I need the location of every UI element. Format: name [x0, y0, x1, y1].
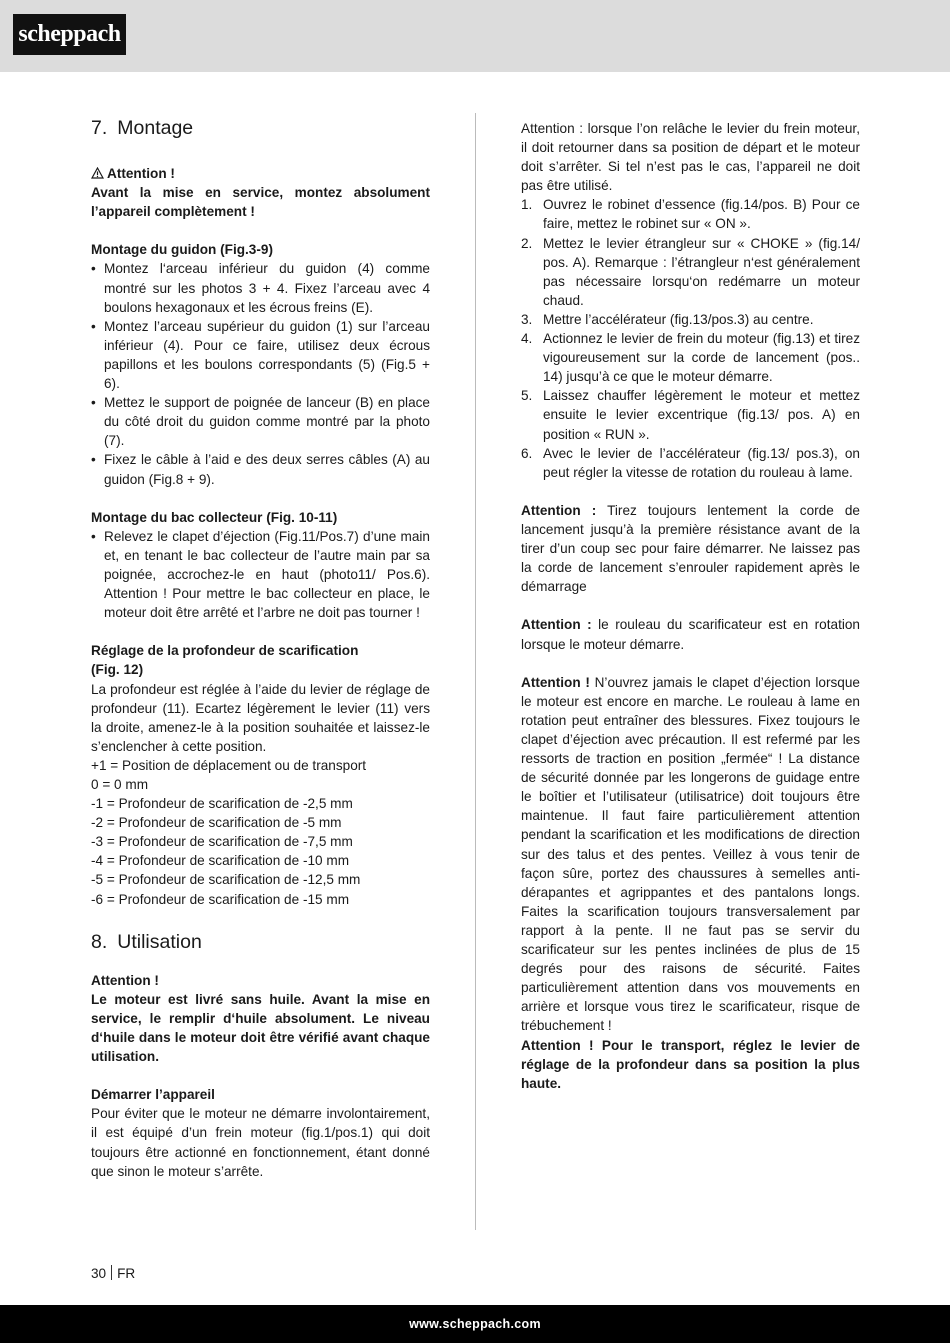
attention-label: Attention : — [521, 502, 597, 518]
bac-title: Montage du bac collecteur (Fig. 10-11) — [91, 509, 338, 525]
step-item — [521, 310, 860, 329]
start-text: Pour éviter que le moteur ne démarre involontairement, il est équipé d’un frein moteur (fig.1/pos.1) qui doit toujours être actionné en fonctionnement, étant donné que sinon le moteur s’arrête. — [91, 1106, 430, 1179]
step-number: 4. — [521, 331, 533, 347]
step-text: Mettez le levier étrangleur sur « CHOKE » (fig.14/ pos. A). Remarque : l’étrangleur n‘est généralement pas nécessaire lorsqu‘on redémarre un moteur chaud. — [543, 235, 860, 308]
section-8-number: 8. — [91, 930, 108, 953]
spacer — [91, 909, 430, 931]
depth-title-line-2: (Fig. 12) — [91, 662, 144, 678]
section-8-title: Utilisation — [117, 930, 202, 953]
step-text: Avec le levier de l’accélérateur (fig.13/ pos.3), on peut régler la vitesse de rotation du rouleau à lame. — [543, 445, 860, 480]
guidon-list — [91, 259, 430, 488]
step-item — [521, 329, 860, 386]
step-item — [521, 234, 860, 310]
step-text: Laissez chauffer légèrement le moteur et mettez ensuite le levier excentrique (fig.13/ pos. A) en position « RUN ». — [543, 388, 860, 442]
list-item: • Montez l‘arceau inférieur du guidon (4) comme montré sur les photos 3 + 4. Fixez l’arceau avec 4 boulons hexagonaux et les écrous freins (E). — [91, 259, 430, 316]
start-steps — [521, 195, 860, 481]
attention-body: Tirez toujours lentement la corde de lancement jusqu’à la première résistance avant de la tirer d’un coup sec pour faire démarrer. Ne laissez pas la corde de lancement s’enrouler rapidement après le démarrage — [521, 502, 860, 595]
start-title: Démarrer l’appareil — [91, 1087, 215, 1103]
depth-line: -5 = Profondeur de scarification de -12,5 mm — [91, 872, 361, 888]
step-item — [521, 386, 860, 443]
attention-body: le rouleau du scarificateur est en rotation lorsque le moteur démarre. — [521, 617, 860, 652]
section-7-title: Montage — [117, 117, 194, 139]
warning-title-text: Attention ! — [107, 166, 175, 181]
spacer — [91, 953, 430, 971]
attention-transport: Attention ! Pour le transport, réglez le levier de réglage de la profondeur dans sa position la plus haute. — [521, 1037, 860, 1091]
step-number: 1. — [521, 197, 533, 213]
website-link[interactable]: www.scheppach.com — [409, 1317, 541, 1331]
spacer — [91, 221, 430, 240]
depth-line: -2 = Profondeur de scarification de -5 mm — [91, 815, 342, 831]
brand-logo: scheppach — [13, 14, 126, 55]
step-item — [521, 444, 860, 482]
depth-line: +1 = Position de déplacement ou de transport — [91, 757, 367, 773]
guidon-title: Montage du guidon (Fig.3-9) — [91, 242, 273, 258]
attention-label: Attention ! — [521, 674, 590, 690]
list-item: • Fixez le câble à l’aid e des deux serres câbles (A) au guidon (Fig.8 + 9). — [91, 450, 430, 488]
attention-body: N’ouvrez jamais le clapet d’éjection lorsque le moteur est encore en marche. Le rouleau à lame en rotation peut entraîner des blessures. Fixez toujours le clapet d’éjection avec précaution. Il est refermé par les ressorts de traction en position „fermée“ ! La distance de sécurité donnée par les longerons de guidage entre le boîtier et l’utilisateur (utilisatrice) doit toujours être maintenue. Il faut faire particulièrement attention pendant la scarification et les modifications de direction sur des talus et des pentes. Veillez à vous tenir de façon sûre, portez des chaussures à semelles anti-dérapantes et agrippantes et des pantalons longs. Faites la scarification toujours transversalement par rapport à la pente. Il ne faut pas se servir du scarificateur sur les pentes inclinées de plus de 15 degrés pour des raisons de sécurité. Faites particulièrement attention dans vos mouvements en arrière et lorsque vous tirez le scarificateur, risque de trébuchement ! — [521, 674, 860, 1034]
list-item: • Mettez le support de poignée de lanceur (B) en place du côté droit du guidon comme montré par la photo (7). — [91, 393, 430, 450]
depth-line: -4 = Profondeur de scarification de -10 mm — [91, 853, 350, 869]
warning-icon — [91, 167, 104, 179]
step-text: Actionnez le levier de frein du moteur (fig.13) et tirez vigoureusement sur la corde de lancement (pos.. 14) jusqu’à ce que le moteur démarre. — [543, 331, 860, 385]
attention-rope — [521, 501, 860, 596]
right-column — [521, 119, 860, 1093]
spacer — [521, 654, 860, 673]
footer-separator — [111, 1265, 112, 1280]
warning-title — [91, 164, 430, 183]
section-8-heading — [91, 931, 430, 953]
step-number: 3. — [521, 311, 533, 327]
depth-line: -1 = Profondeur de scarification de -2,5 mm — [91, 796, 353, 812]
list-item: • Montez l’arceau supérieur du guidon (1) sur l’arceau inférieur (4). Pour ce faire, utilisez deux écrous papillons et les boulons correspondants (5) (Fig.5 + 6). — [91, 317, 430, 393]
attention-label: Attention : — [521, 617, 592, 633]
step-number: 5. — [521, 388, 533, 404]
column-divider — [475, 113, 476, 1230]
warning-text: Avant la mise en service, montez absolument l’appareil complètement ! — [91, 185, 430, 220]
depth-text: La profondeur est réglée à l’aide du levier de réglage de profondeur (11). Ecartez légèrement le levier (11) vers la droite, amenez-le à la position souhaitée et laissez-le s’enclencher à cette position. — [91, 681, 430, 754]
depth-settings — [91, 756, 430, 909]
spacer — [521, 482, 860, 501]
depth-line: -6 = Profondeur de scarification de -15 mm — [91, 891, 350, 907]
page-number: 30 — [91, 1266, 107, 1281]
intro-text: Attention : lorsque l’on relâche le levier du frein moteur, il doit retourner dans sa position de départ et le moteur doit s’arrêter. Si tel n’est pas le cas, l’appareil ne doit pas être utilisé. — [521, 121, 860, 194]
attention-roller — [521, 615, 860, 653]
section-7-number: 7. — [91, 117, 108, 139]
attention-ejection — [521, 673, 860, 1036]
attention-title: Attention ! — [91, 972, 159, 988]
spacer — [91, 489, 430, 508]
language-code: FR — [117, 1266, 136, 1281]
page-footer — [91, 1265, 135, 1281]
step-number: 2. — [521, 235, 533, 251]
list-item: • Relevez le clapet d’éjection (Fig.11/Pos.7) d’une main et, en tenant le bac collecteur de l’autre main par sa poignée, accrochez-le en haut (photo11/ Pos.6). Attention ! Pour mettre le bac collecteur en place, le moteur doit être arrêté et l’arbre ne doit pas tourner ! — [91, 527, 430, 622]
depth-title-line-1: Réglage de la profondeur de scarification — [91, 643, 359, 659]
section-7-heading — [91, 117, 430, 139]
step-item — [521, 195, 860, 233]
spacer — [91, 1066, 430, 1085]
spacer — [91, 139, 430, 164]
left-column — [91, 117, 430, 1181]
depth-line: 0 = 0 mm — [91, 777, 149, 792]
top-bar — [0, 0, 950, 72]
depth-line: -3 = Profondeur de scarification de -7,5 mm — [91, 834, 353, 850]
step-number: 6. — [521, 445, 533, 461]
bottom-bar — [0, 1305, 950, 1343]
spacer — [91, 622, 430, 641]
step-text: Ouvrez le robinet d’essence (fig.14/pos. B) Pour ce faire, mettez le robinet sur « ON ». — [543, 197, 860, 232]
attention-text: Le moteur est livré sans huile. Avant la mise en service, le remplir d‘huile absolument. Le niveau d‘huile dans le moteur doit être vérifié avant chaque utilisation. — [91, 991, 430, 1065]
step-text: Mettre l’accélérateur (fig.13/pos.3) au centre. — [543, 311, 814, 327]
bac-list — [91, 527, 430, 622]
spacer — [521, 596, 860, 615]
